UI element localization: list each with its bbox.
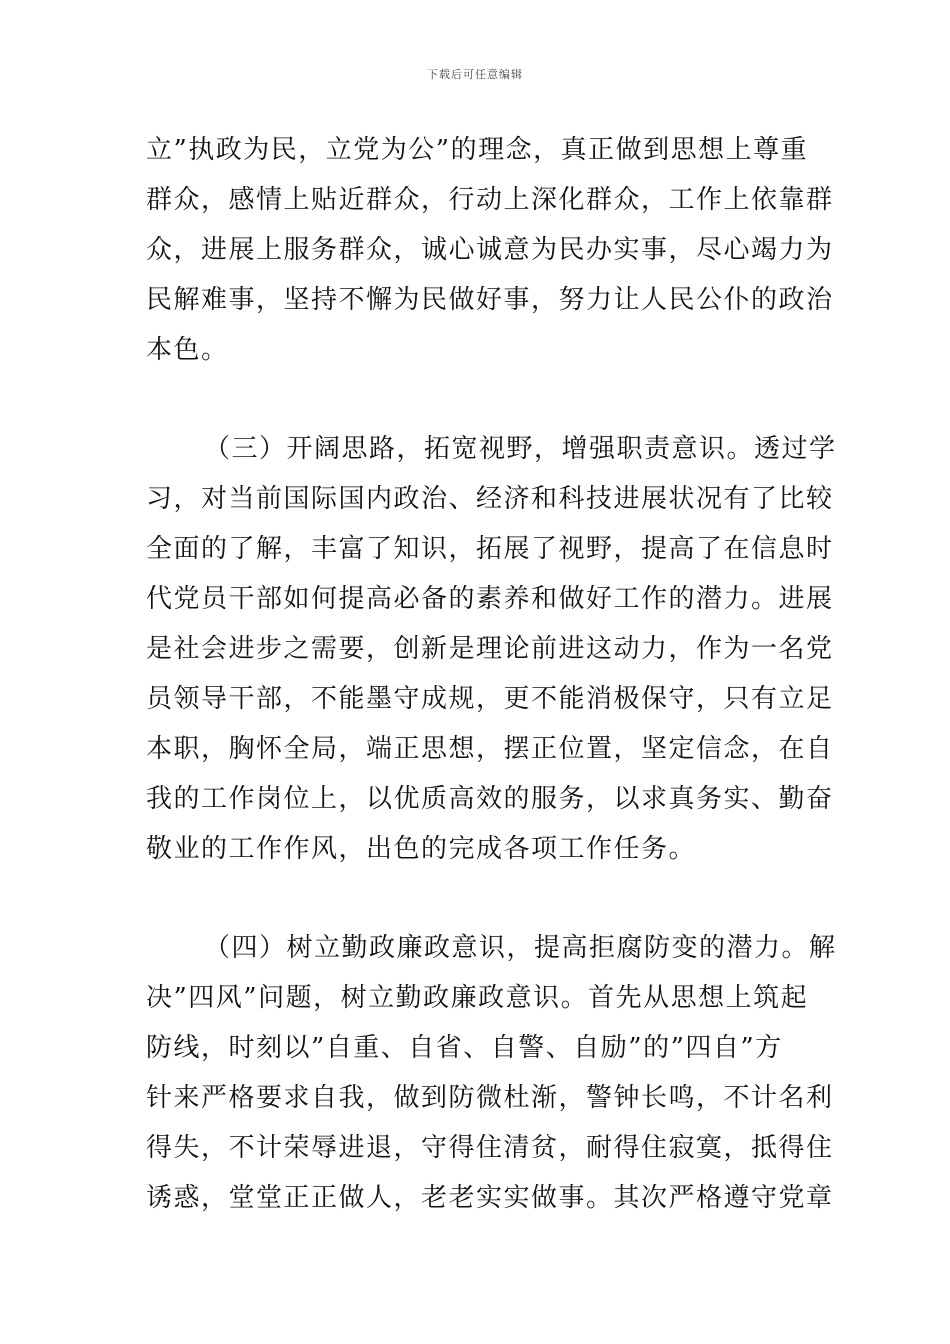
text-line: 针来严格要求自我，做到防微杜渐，警钟长鸣，不计名利 [146,1083,834,1113]
text-line: （四）树立勤政廉政意识，提高拒腐防变的潜力。解 [204,933,837,963]
text-line: 得失，不计荣辱进退，守得住清贫，耐得住寂寞，抵得住 [146,1133,834,1163]
text-line: 敬业的工作作风，出色的完成各项工作任务。 [146,834,697,864]
text-line: 是社会进步之需要，创新是理论前进这动力，作为一名党 [146,634,834,664]
text-line: 群众，感情上贴近群众，行动上深化群众，工作上依靠群 [146,185,834,215]
text-line: 我的工作岗位上，以优质高效的服务，以求真务实、勤奋 [146,784,834,814]
header-note: 下载后可任意编辑 [427,68,523,81]
text-line: 习，对当前国际国内政治、经济和科技进展状况有了比较 [146,484,834,514]
text-line: 决”四风”问题，树立勤政廉政意识。首先从思想上筑起 [146,983,809,1013]
text-line: 本色。 [146,335,229,365]
text-line: 员领导干部，不能墨守成规，更不能消极保守，只有立足 [146,684,834,714]
text-line: （三）开阔思路，拓宽视野，增强职责意识。透过学 [204,434,837,464]
text-line: 众，进展上服务群众，诚心诚意为民办实事，尽心竭力为 [146,235,834,265]
text-line: 代党员干部如何提高必备的素养和做好工作的潜力。进展 [146,584,834,614]
text-line: 诱惑，堂堂正正做人，老老实实做事。其次严格遵守党章 [146,1183,834,1213]
text-line: 防线，时刻以”自重、自省、自警、自励”的”四自”方 [146,1033,783,1063]
text-line: 本职，胸怀全局，端正思想，摆正位置，坚定信念，在自 [146,734,834,764]
text-line: 民解难事，坚持不懈为民做好事，努力让人民公仆的政治 [146,285,834,315]
text-line: 立”执政为民，立党为公”的理念，真正做到思想上尊重 [146,135,809,165]
text-line: 全面的了解，丰富了知识，拓展了视野，提高了在信息时 [146,534,834,564]
